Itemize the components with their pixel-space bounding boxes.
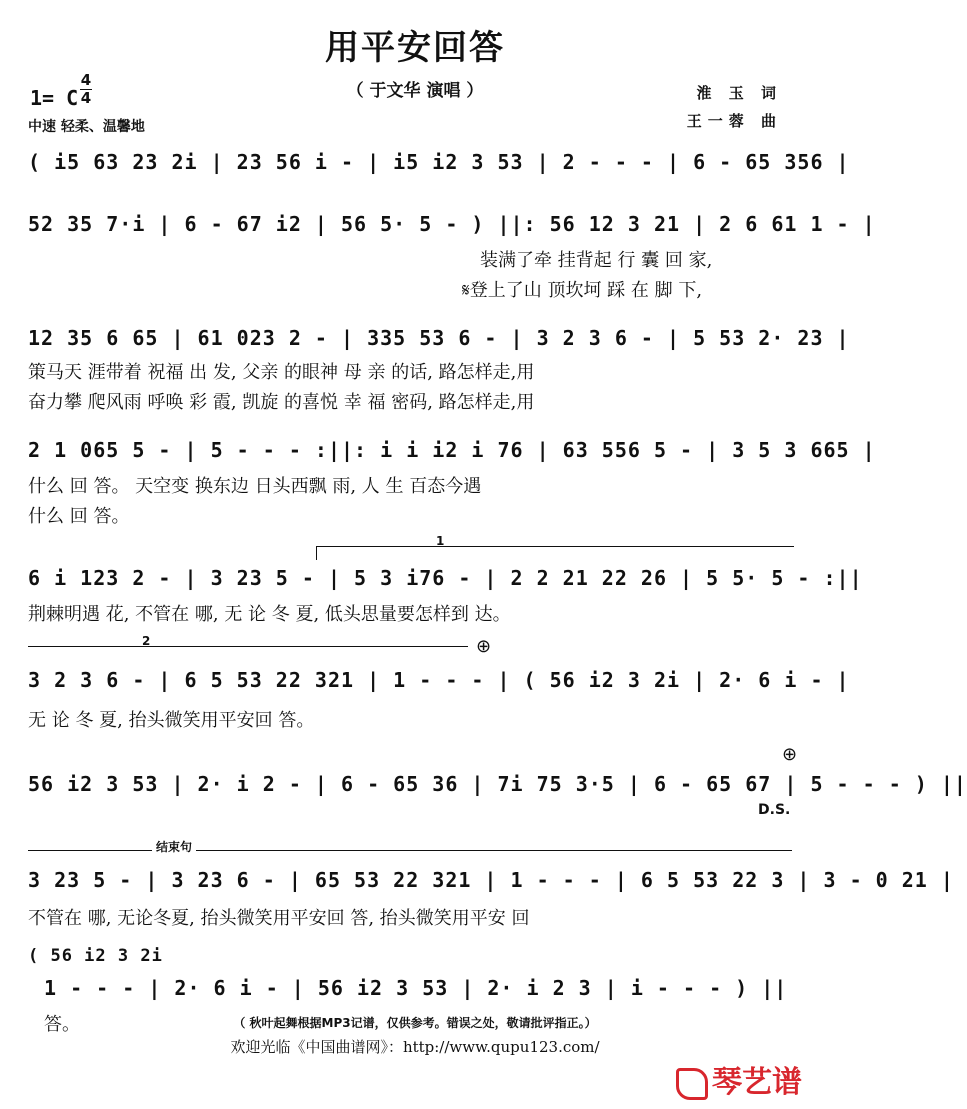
score-line-5: 6 i 123 2 - | 3 23 5 - | 5 3 i76 - | 2 2 21 22 26 | 5 5· 5 - :|| bbox=[28, 566, 863, 590]
score-line-9: 1 - - - | 2· 6 i - | 56 i2 3 53 | 2· i 2 3 | i - - - ) || bbox=[44, 976, 788, 1000]
time-bottom: 4 bbox=[80, 89, 92, 107]
key-signature: 1= C bbox=[30, 86, 79, 110]
ending-label: 结束句 bbox=[152, 838, 196, 855]
logo-text: 琴艺谱 bbox=[712, 1065, 802, 1100]
tempo-marking: 中速 轻柔、温馨地 bbox=[28, 119, 145, 135]
lyric-line-3a: 策马天 涯带着 祝福 出 发, 父亲 的眼神 母 亲 的话, 路怎样走,用 bbox=[28, 362, 535, 383]
coda-icon: ⊕ bbox=[476, 636, 492, 657]
volta-1-start bbox=[316, 546, 317, 560]
lyric-line-2a: 装满了牵 挂背起 行 囊 回 家, bbox=[480, 250, 713, 271]
score-line-1: ( i5 63 23 2i | 23 56 i - | i5 i2 3 53 | 2 - - - | 6 - 65 356 | bbox=[28, 150, 850, 174]
lyric-line-3b: 奋力攀 爬风雨 呼唤 彩 霞, 凯旋 的喜悦 幸 福 密码, 路怎样走,用 bbox=[28, 392, 535, 413]
volta-2-bracket bbox=[28, 646, 468, 647]
lyric-line-8a: 不管在 哪, 无论冬夏, 抬头微笑用平安回 答, 抬头微笑用平安 回 bbox=[28, 908, 530, 929]
score-line-6: 3 2 3 6 - | 6 5 53 22 321 | 1 - - - | ( 56 i2 3 2i | 2· 6 i - | bbox=[28, 668, 850, 692]
lyric-line-9a: 答。 bbox=[44, 1014, 80, 1035]
volta-1-bracket bbox=[316, 546, 794, 547]
lyric-line-5a: 荆棘明遇 花, 不管在 哪, 无 论 冬 夏, 低头思量要怎样到 达。 bbox=[28, 604, 511, 625]
ending-bracket bbox=[28, 850, 792, 851]
lyric-line-4b: 什么 回 答。 bbox=[28, 506, 130, 527]
lyric-line-4a: 什么 回 答。 天空变 换东边 日头西飘 雨, 人 生 百态今遇 bbox=[28, 476, 482, 497]
dal-segno-mark: D.S. bbox=[758, 802, 791, 818]
volta-1-label: 1 bbox=[436, 534, 445, 548]
score-line-2: 52 35 7·i | 6 - 67 i2 | 56 5· 5 - ) ||: 56 12 3 21 | 2 6 61 1 - | bbox=[28, 212, 876, 236]
page-title: 用平安回答 bbox=[325, 28, 505, 68]
score-line-3: 12 35 6 65 | 61 023 2 - | 335 53 6 - | 3 2 3 6 - | 5 53 2· 23 | bbox=[28, 326, 850, 350]
score-line-4: 2 1 065 5 - | 5 - - - :||: i i i2 i 76 | 63 556 5 - | 3 5 3 665 | bbox=[28, 438, 876, 462]
website-line: 欢迎光临《中国曲谱网》：http://www.qupu123.com/ bbox=[230, 1038, 600, 1056]
lyric-line-6a: 无 论 冬 夏, 抬头微笑用平安回 答。 bbox=[28, 710, 315, 731]
score-line-9-upper: ( 56 i2 3 2i bbox=[28, 946, 163, 966]
score-line-7: 56 i2 3 53 | 2· i 2 - | 6 - 65 36 | 7i 75 3·5 | 6 - 65 67 | 5 - - - ) || bbox=[28, 772, 967, 796]
lyricist-credit: 淮 玉 词 bbox=[696, 84, 782, 102]
coda-icon: ⊕ bbox=[782, 744, 798, 765]
logo-icon bbox=[676, 1068, 708, 1100]
composer-credit: 王一蓉 曲 bbox=[686, 112, 782, 130]
volta-2-label: 2 bbox=[142, 634, 151, 648]
time-signature bbox=[80, 72, 92, 107]
lyric-line-2b: 𝄋登上了山 顶坎坷 踩 在 脚 下, bbox=[462, 280, 703, 301]
qinyipu-logo bbox=[676, 1057, 802, 1101]
singer-credit: （ 于文华 演唱 ） bbox=[346, 81, 484, 101]
score-line-8: 3 23 5 - | 3 23 6 - | 65 53 22 321 | 1 - - - | 6 5 53 22 3 | 3 - 0 21 | bbox=[28, 868, 954, 892]
time-top: 4 bbox=[80, 71, 92, 89]
transcription-note: （ 秋叶起舞根据MP3记谱，仅供参考。错误之处，敬请批评指正。） bbox=[233, 1016, 597, 1030]
